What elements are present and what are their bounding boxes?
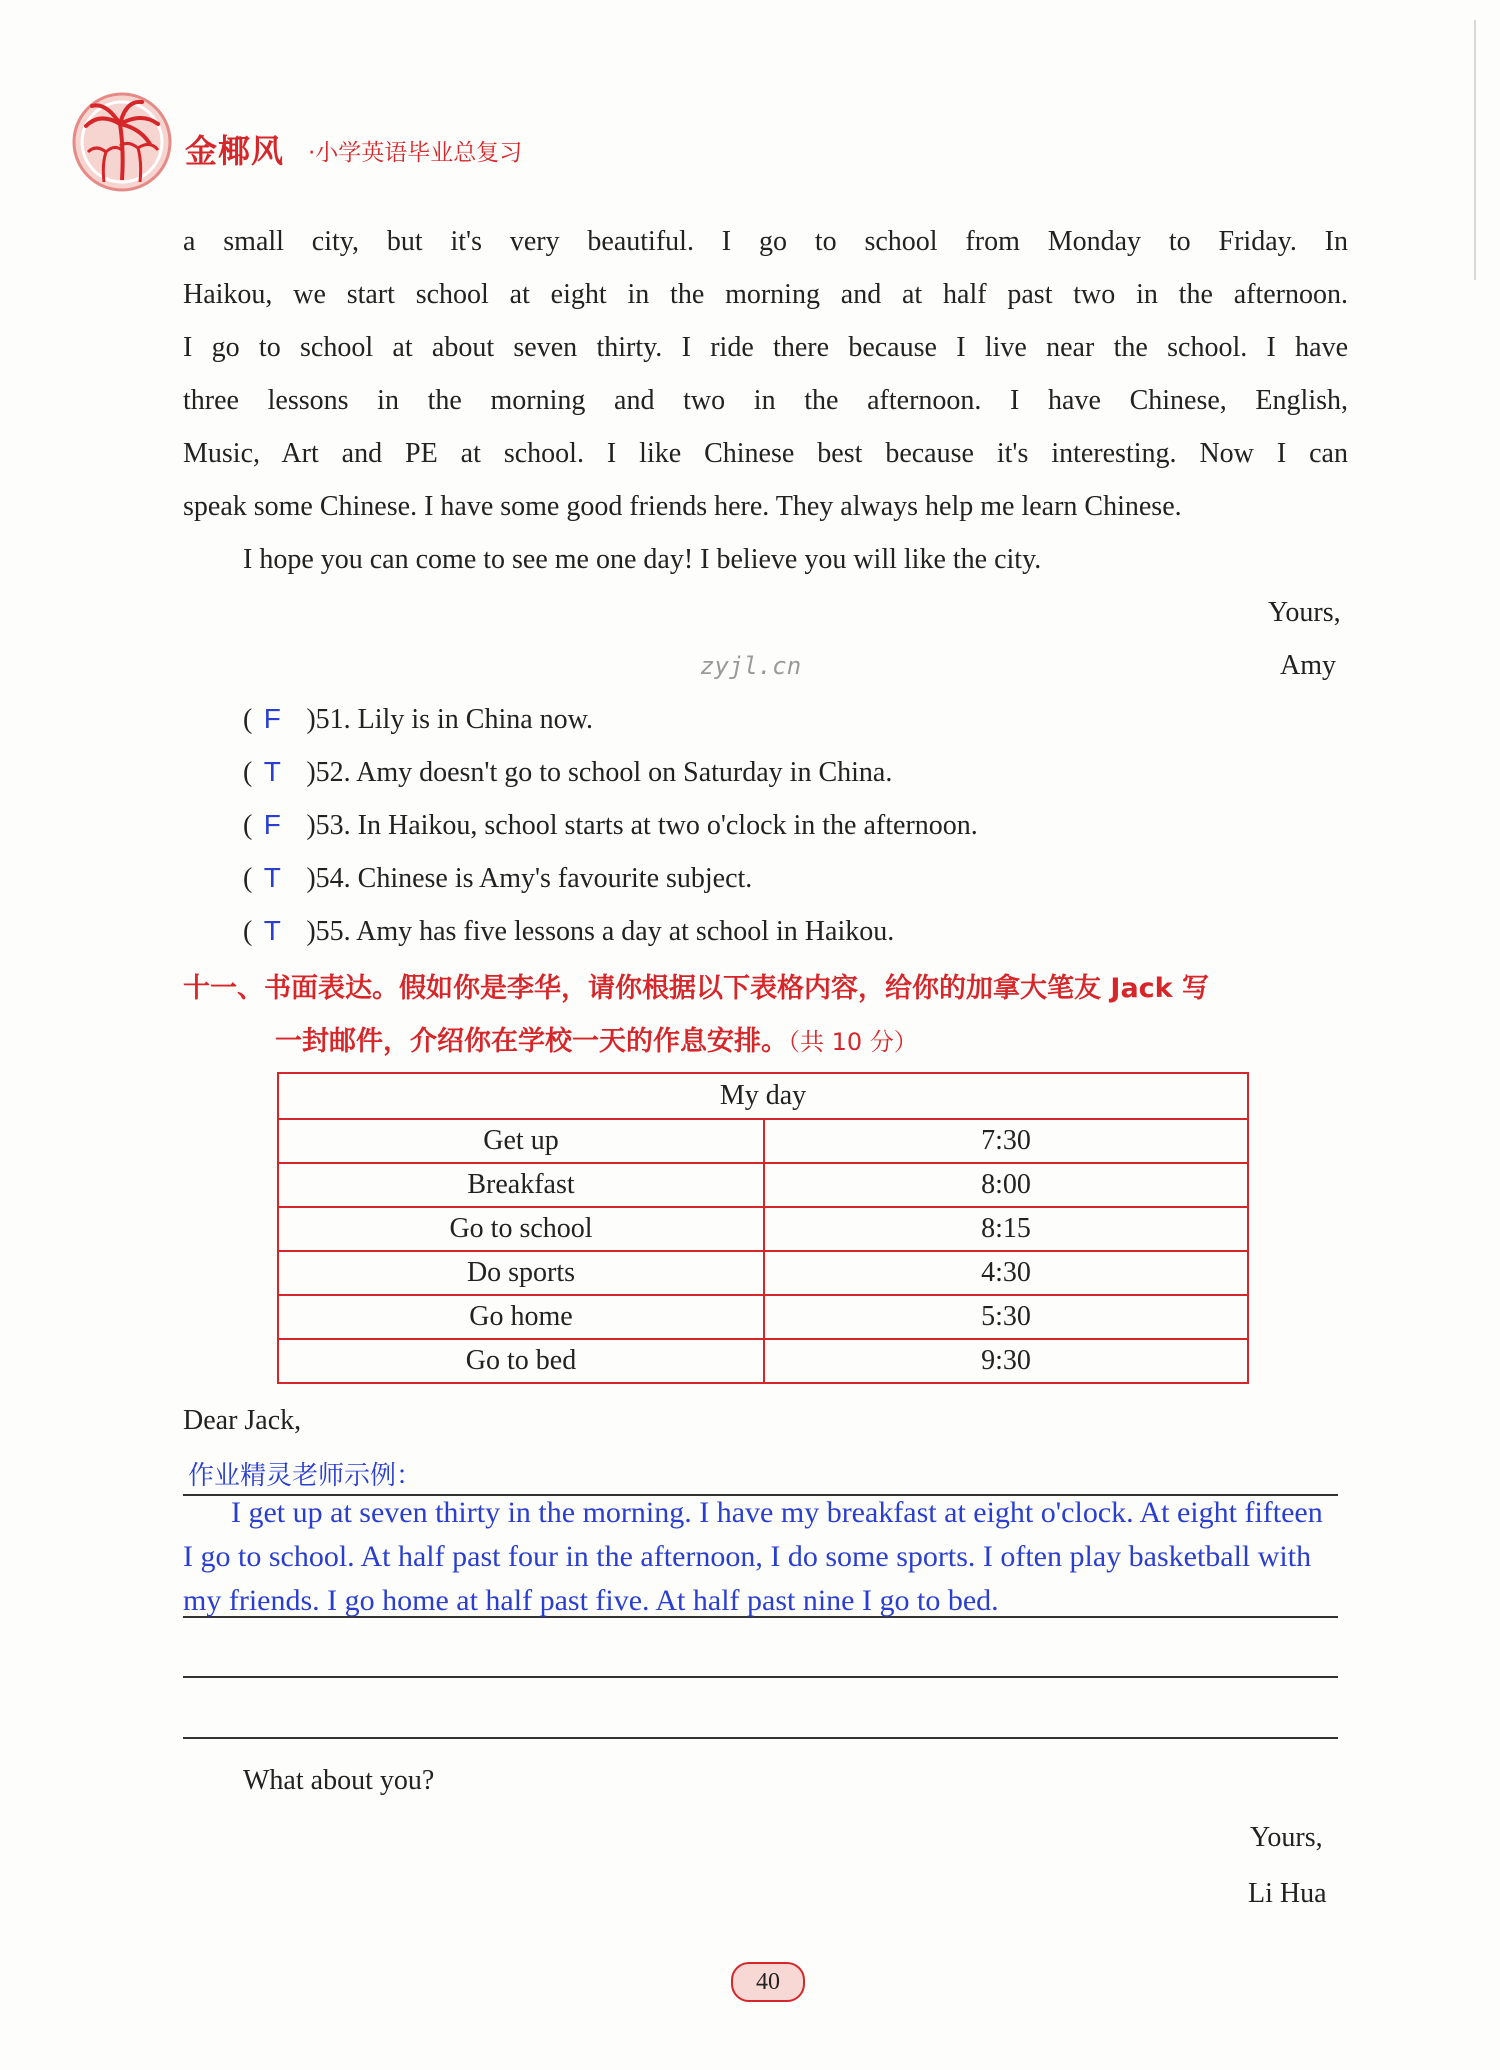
- tf-answer: T: [263, 756, 281, 787]
- tf-question-51: [243, 703, 593, 756]
- activity-cell: Go to school: [278, 1207, 764, 1251]
- section-title-line1: 十一、书面表达。假如你是李华，请你根据以下表格内容，给你的加拿大笔友 Jack 写: [183, 973, 1210, 1004]
- header: [70, 90, 670, 210]
- table-row: [278, 1251, 1248, 1295]
- activity-cell: Go to bed: [278, 1339, 764, 1383]
- writing-closing: What about you?: [243, 1765, 435, 1796]
- letter-line: a small city, but it's very beautiful. I go to school from Monday to Friday. In: [183, 226, 1348, 257]
- tf-answer: T: [263, 862, 281, 893]
- greeting: Dear Jack,: [183, 1405, 302, 1436]
- my-day-table: [277, 1072, 1249, 1384]
- brand-name: 金椰风: [185, 132, 285, 170]
- letter-line: Music, Art and PE at school. I like Chinese best because it's interesting. Now I can: [183, 438, 1348, 469]
- page-edge-line: [1474, 20, 1476, 280]
- section-points: （共 10 分）: [788, 1028, 918, 1056]
- teacher-example-label: 作业精灵老师示例：: [188, 1461, 423, 1491]
- tf-answer: T: [263, 915, 281, 946]
- palm-tree-logo-icon: [70, 90, 174, 194]
- writing-signature: Li Hua: [1248, 1878, 1327, 1909]
- table-header: My day: [278, 1073, 1248, 1119]
- section-title: [183, 962, 1353, 1069]
- writing-sign-off: Yours,: [1250, 1822, 1323, 1853]
- tf-text: )52. Amy doesn't go to school on Saturday in China.: [306, 757, 893, 788]
- tf-text: )54. Chinese is Amy's favourite subject.: [306, 863, 753, 894]
- section-title-line2: 一封邮件，介绍你在学校一天的作息安排。: [275, 1026, 788, 1057]
- tf-text: )55. Amy has five lessons a day at school in Haikou.: [306, 916, 895, 947]
- watermark: zyjl.cn: [700, 652, 802, 680]
- tf-question-55: [243, 915, 894, 968]
- table-row: [278, 1295, 1248, 1339]
- answer-line: I get up at seven thirty in the morning. I have my breakfast at eight o'clock. At eight fifteen: [231, 1496, 1323, 1529]
- letter-closing-line: I hope you can come to see me one day! I believe you will like the city.: [243, 544, 1042, 575]
- table-row: [278, 1339, 1248, 1383]
- book-subtitle: ·小学英语毕业总复习: [308, 140, 523, 166]
- activity-cell: Go home: [278, 1295, 764, 1339]
- letter-line: Haikou, we start school at eight in the morning and at half past two in the afternoon.: [183, 279, 1348, 310]
- activity-cell: Get up: [278, 1119, 764, 1163]
- time-cell: 9:30: [764, 1339, 1248, 1383]
- time-cell: 5:30: [764, 1295, 1248, 1339]
- letter-line: I go to school at about seven thirty. I ride there because I live near the school. I have: [183, 332, 1348, 363]
- tf-answer: F: [263, 809, 281, 840]
- tf-question-53: [243, 809, 978, 862]
- letter-line: three lessons in the morning and two in the afternoon. I have Chinese, English,: [183, 385, 1348, 416]
- tf-text: )53. In Haikou, school starts at two o'clock in the afternoon.: [306, 810, 978, 841]
- time-cell: 8:15: [764, 1207, 1248, 1251]
- writing-rule: [183, 1676, 1338, 1678]
- activity-cell: Do sports: [278, 1251, 764, 1295]
- letter-signature: Amy: [1280, 650, 1336, 681]
- letter-sign-off: Yours,: [1268, 597, 1341, 628]
- time-cell: 4:30: [764, 1251, 1248, 1295]
- paren-open: (: [243, 810, 253, 841]
- paren-open: (: [243, 757, 253, 788]
- page-number: 40: [731, 1962, 805, 2002]
- paren-open: (: [243, 704, 253, 735]
- tf-question-52: [243, 756, 892, 809]
- table-row: [278, 1163, 1248, 1207]
- tf-answer: F: [263, 703, 281, 734]
- answer-line: my friends. I go home at half past five. At half past nine I go to bed.: [183, 1584, 999, 1617]
- tf-text: )51. Lily is in China now.: [306, 704, 594, 735]
- answer-line: I go to school. At half past four in the afternoon, I do some sports. I often play basketball with: [183, 1540, 1312, 1573]
- paren-open: (: [243, 916, 253, 947]
- letter-line: speak some Chinese. I have some good friends here. They always help me learn Chinese.: [183, 491, 1182, 522]
- activity-cell: Breakfast: [278, 1163, 764, 1207]
- table-row: [278, 1207, 1248, 1251]
- time-cell: 8:00: [764, 1163, 1248, 1207]
- table-row: [278, 1119, 1248, 1163]
- time-cell: 7:30: [764, 1119, 1248, 1163]
- paren-open: (: [243, 863, 253, 894]
- writing-rule: [183, 1737, 1338, 1739]
- tf-question-54: [243, 862, 752, 915]
